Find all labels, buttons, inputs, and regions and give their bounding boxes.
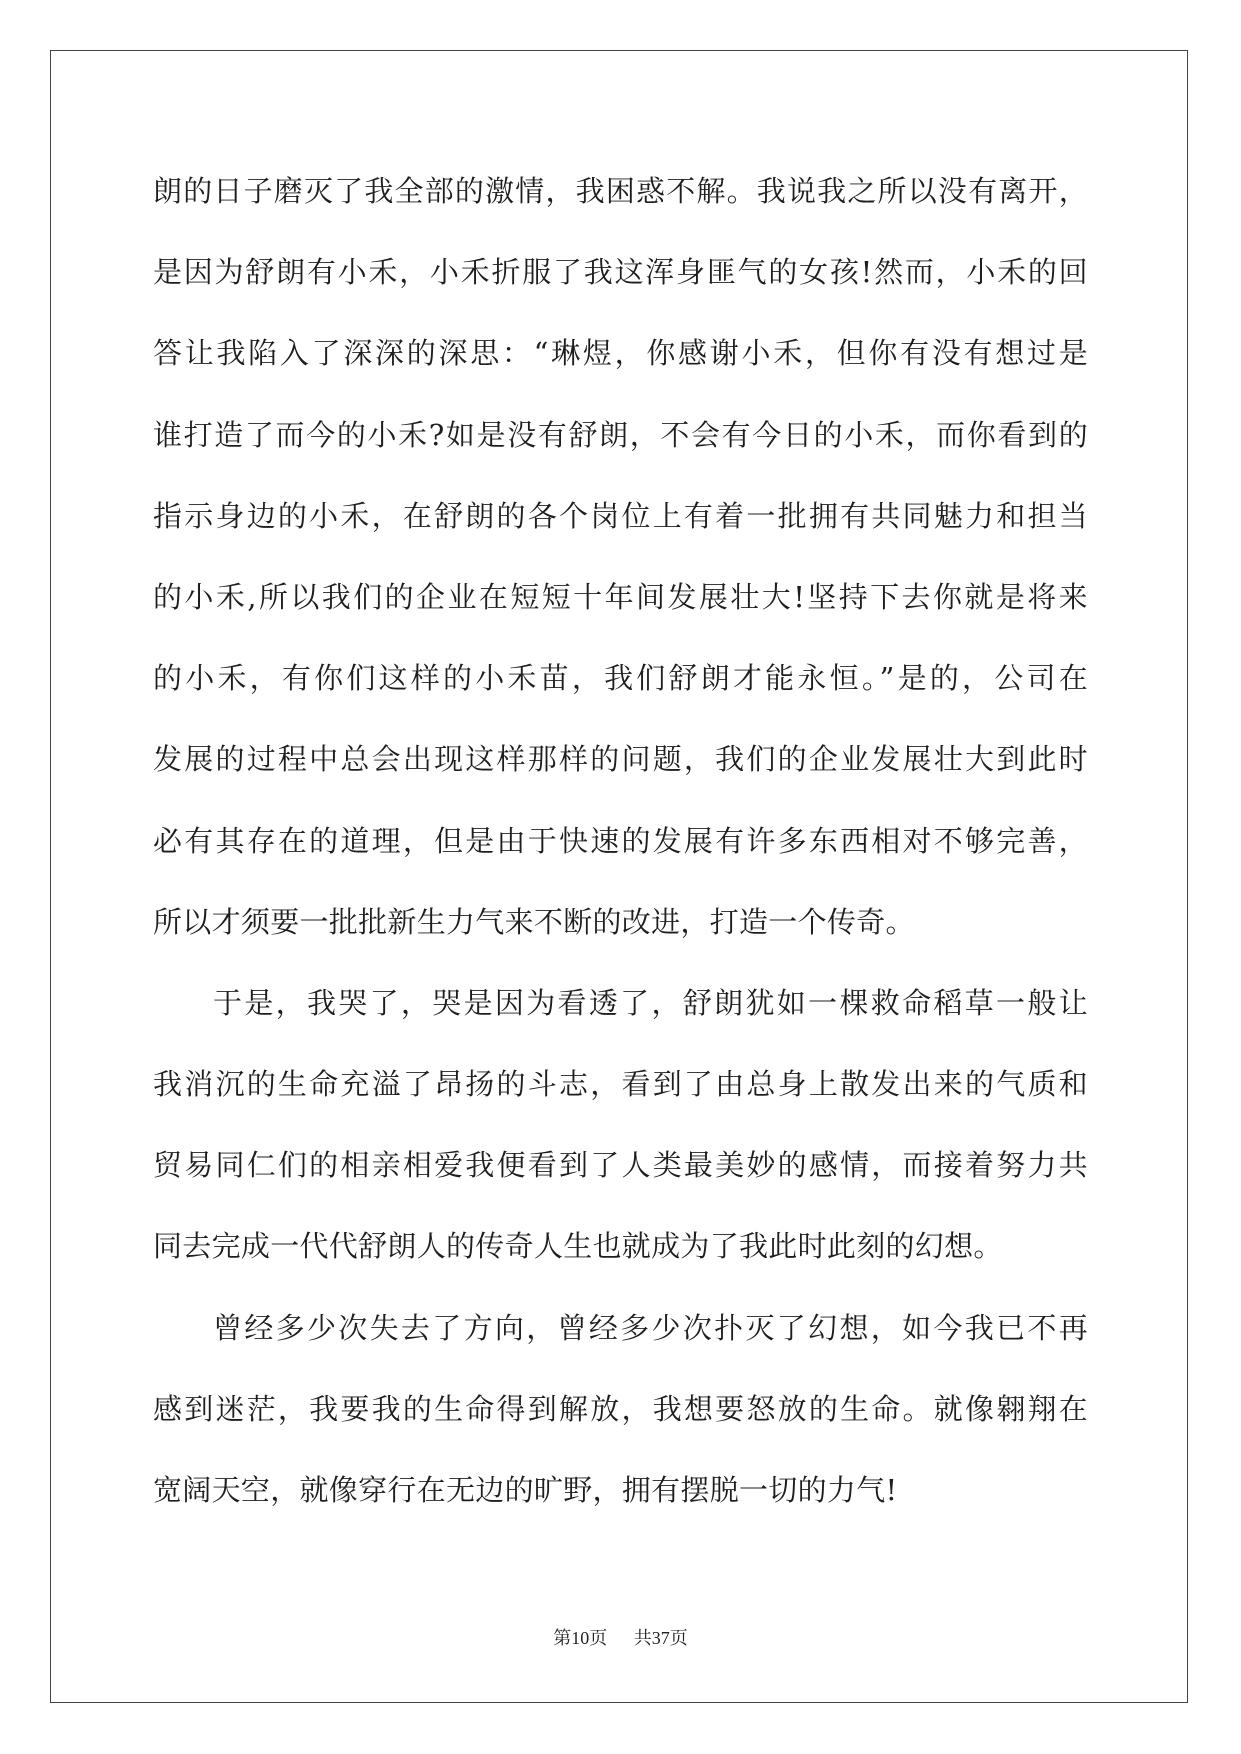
paragraph (153, 963, 1088, 1288)
paragraph (153, 151, 1088, 963)
document-body (153, 151, 1088, 1531)
text-line: 的小禾，有你们这样的小禾苗，我们舒朗才能永恒。”是的，公司在 (153, 661, 1088, 696)
text-line: 发展的过程中总会出现这样那样的问题，我们的企业发展壮大到此时 (153, 742, 1088, 777)
text-line: 我消沉的生命充溢了昂扬的斗志，看到了由总身上散发出来的气质和 (153, 1067, 1088, 1102)
page-number-total: 共37页 (633, 1628, 688, 1648)
text-line: 感到迷茫，我要我的生命得到解放，我想要怒放的生命。就像翱翔在 (153, 1391, 1088, 1426)
text-line: 必有其存在的道理，但是由于快速的发展有许多东西相对不够完善， (153, 823, 1088, 858)
text-line: 指示身边的小禾，在舒朗的各个岗位上有着一批拥有共同魅力和担当 (153, 498, 1088, 533)
text-line: 宽阔天空，就像穿行在无边的旷野，拥有摆脱一切的力气! (153, 1473, 898, 1507)
text-line: 所以才须要一批批新生力气来不断的改进，打造一个传奇。 (153, 904, 915, 939)
paragraph (153, 1288, 1088, 1532)
text-line: 答让我陷入了深深的深思：“琳煜，你感谢小禾，但你有没有想过是 (153, 336, 1088, 371)
text-line: 贸易同仁们的相亲相爱我便看到了人类最美妙的感情，而接着努力共 (153, 1148, 1088, 1183)
text-line: 朗的日子磨灭了我全部的激情，我困惑不解。我说我之所以没有离开， (153, 174, 1088, 208)
page-number-current: 第10页 (553, 1628, 608, 1648)
text-line: 谁打造了而今的小禾?如是没有舒朗，不会有今日的小禾，而你看到的 (153, 417, 1088, 452)
text-line: 是因为舒朗有小禾，小禾折服了我这浑身匪气的女孩!然而，小禾的回 (153, 255, 1088, 290)
text-line: 于是，我哭了，哭是因为看透了，舒朗犹如一棵救命稻草一般让 (213, 985, 1088, 1020)
page-footer (0, 1624, 1241, 1650)
text-line: 的小禾,所以我们的企业在短短十年间发展壮大!坚持下去你就是将来 (153, 579, 1088, 614)
text-line: 同去完成一代代舒朗人的传奇人生也就成为了我此时此刻的幻想。 (153, 1229, 1003, 1264)
text-line: 曾经多少次失去了方向，曾经多少次扑灭了幻想，如今我已不再 (213, 1310, 1088, 1345)
